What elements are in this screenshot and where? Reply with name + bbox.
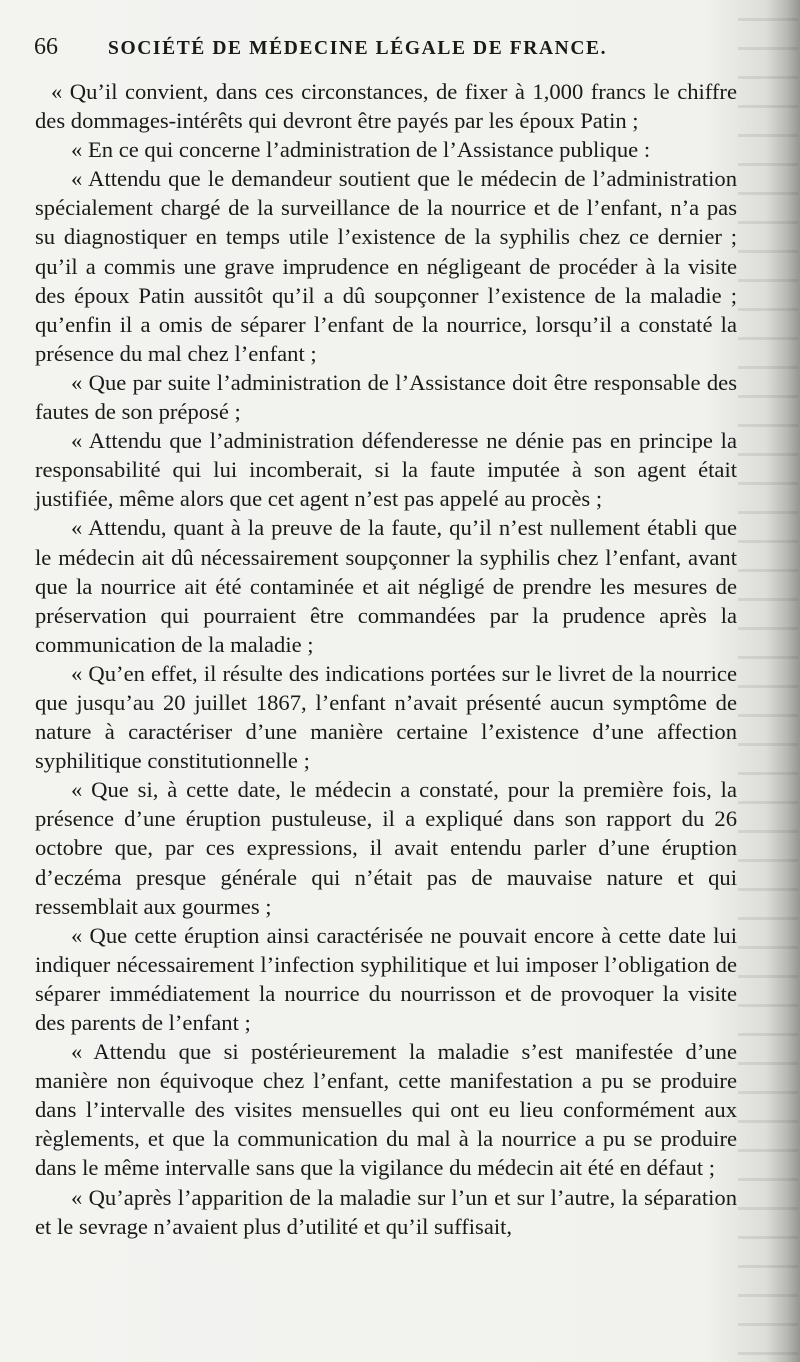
paragraph: « Attendu que le demandeur soutient que le médecin de l’administration spécialement chargé de la surveillance de la nourrice et de l’enfant, n’a pas su diagnostiquer en temps utile l’existence de la syphilis chez ce dernier ; qu’il a commis une grave imprudence en négligeant de procéder à la visite des époux Patin aussitôt qu’il a dû soupçonner l’existence de la maladie ; qu’enfin il a omis de séparer l’enfant de la nourrice, lorsqu’il a constaté la présence du mal chez l’enfant ; bbox=[35, 166, 737, 366]
binding-shadow bbox=[766, 0, 800, 1362]
paragraph: « Attendu, quant à la preuve de la faute, qu’il n’est nullement établi que le médecin ait dû nécessairement soupçonner la syphilis chez l’enfant, avant que la nourrice ait été contaminée et ait négligé de prendre les mesures de préservation qui pourraient être commandées par la prudence après la communication de la maladie ; bbox=[35, 515, 737, 657]
paragraph: « Que si, à cette date, le médecin a constaté, pour la première fois, la présence d’une éruption pustuleuse, il a expliqué dans son rapport du 26 octobre que, par ces expressions, il avait entendu parler d’une éruption d’eczéma presque générale qui n’était pas de mauvaise nature et qui ressemblait aux gourmes ; bbox=[35, 777, 737, 919]
running-title: SOCIÉTÉ DE MÉDECINE LÉGALE DE FRANCE. bbox=[108, 38, 608, 59]
paragraph: « Qu’en effet, il résulte des indications portées sur le livret de la nourrice que jusqu’au 20 juillet 1867, l’enfant n’avait présenté aucun symptôme de nature à caractériser d’une manière certaine l’existence d’une affection syphilitique constitutionnelle ; bbox=[35, 660, 737, 774]
page-header bbox=[34, 34, 724, 68]
paragraph: « Qu’il convient, dans ces circonstances, de fixer à 1,000 francs le chiffre des dommages-intérêts qui devront être payés par les époux Patin ; bbox=[35, 79, 737, 134]
body-text bbox=[35, 77, 737, 1241]
paragraph: « Que par suite l’administration de l’Assistance doit être responsable des fautes de son préposé ; bbox=[35, 369, 737, 425]
paragraph: « Attendu que si postérieurement la maladie s’est manifestée d’une manière non équivoque chez l’enfant, cette manifestation a pu se produire dans l’intervalle des visites mensuelles qui ont eu lieu conformément aux règlements, et que la communication du mal à la nourrice a pu se produire dans le même intervalle sans que la vigilance du médecin ait été en défaut ; bbox=[35, 1039, 737, 1181]
paragraph: « Attendu que l’administration défenderesse ne dénie pas en principe la responsabilité qui lui incomberait, si la faute imputée à son agent était justifiée, même alors que cet agent n’est pas appelé au procès ; bbox=[35, 428, 737, 512]
page-number: 66 bbox=[34, 34, 58, 60]
paragraph: « Que cette éruption ainsi caractérisée ne pouvait encore à cette date lui indiquer nécessairement l’infection syphilitique et lui imposer l’obligation de séparer immédiatement la nourrice du nourrisson et de provoquer la visite des parents de l’enfant ; bbox=[35, 922, 737, 1035]
paragraph: « Qu’après l’apparition de la maladie sur l’un et sur l’autre, la séparation et le sevrage n’avaient plus d’utilité et qu’il suffisait, bbox=[35, 1184, 737, 1239]
paragraph: « En ce qui concerne l’administration de l’Assistance publique : bbox=[71, 137, 651, 163]
